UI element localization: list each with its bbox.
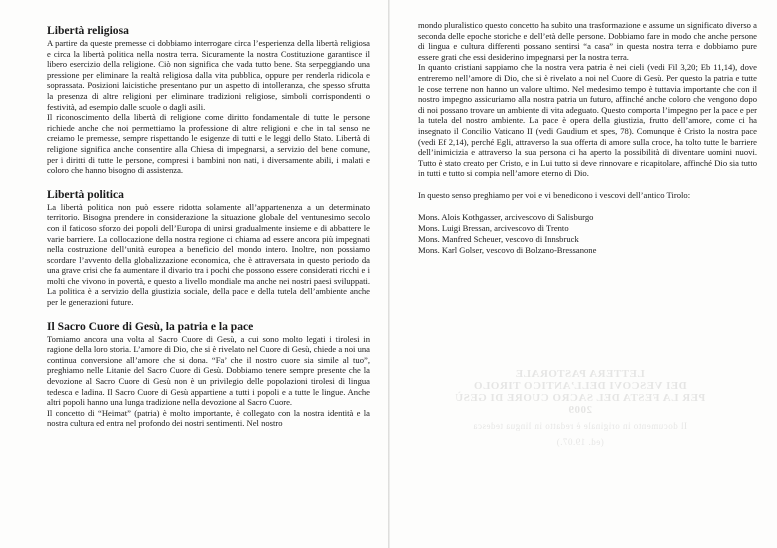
- paragraph: A partire da queste premesse ci dobbiamo interrogare circa l’esperienza della libertà religiosa e circa la libertà politica nella nostra terra. Sicuramente la nostra Costituzione garantisce il libero esercizio della religione. Ciò non significa che vada tutto bene. Sta serpeggiando una pressione per eliminare la realtà religiosa dalla vita pubblica, oppure per renderla ridicola e soprassata. Posizioni laicistiche presentano pur un aspetto di intolleranza, che spesso sfrutta la presenza di altre religioni per eliminare tradizioni religiose, simboli corrispondenti o festività, ad esempio dalle scuole o dagli asili.: [47, 38, 370, 112]
- section-title: Libertà religiosa: [47, 24, 129, 37]
- left-page: [0, 0, 388, 548]
- show-through-line: LETTERA PASTORALE: [515, 368, 645, 380]
- bishops-list: [418, 212, 757, 256]
- bishop-signature: Mons. Manfred Scheuer, vescovo di Innsbruck: [418, 233, 579, 244]
- paragraph: In quanto cristiani sappiamo che la nostra vera patria è nei cieli (vedi Fil 3,20; Eb 11,14), dove entreremo nell’amore di Dio, che si è rivelato a noi nel Cuore di Gesù. Per questo la patria e tutte le cose terrene non hanno un valore ultimo. Nel medesimo tempo è tuttavia importante che con il nostro impegno assicuriamo alla nostra patria un futuro, affinché anche coloro che vengono dopo di noi possano trovare un ambiente di vita adeguato. Questo comporta l’impegno per la pace e per la tutela del nostro ambiente. La pace è opera della giustizia, frutto dell’amore, come ci ha insegnato il Concilio Vaticano II (vedi Gaudium et spes, 78). Comunque è Cristo la nostra pace (vedi Ef 2,14), perché Egli, attraverso la sua offerta di amore sulla croce, ha tolto tutte le barriere dell’inimicizia e attraverso la sua persona ci ha aperto la possibilità di diventare uomini nuovi. Tutto è stato creato per Cristo, e in Lui tutto si deve rinnovare e ricapitolare, affinché Dio sia tutto in tutti e tutto si compia nell’amore eterno di Dio.: [418, 62, 757, 179]
- show-through-text: [430, 368, 730, 448]
- paragraph: Torniamo ancora una volta al Sacro Cuore di Gesù, a cui sono molto legati i tirolesi in ragione della loro storia. L’amore di Dio, che si è rivelato nel Cuore di Gesù, chiede a noi una continua conversione all’amore che si dona. “Fa’ che il nostro cuore sia simile al tuo”, preghiamo nelle Litanie del Sacro Cuore di Gesù. Dobbiamo tenere sempre presente che la devozione al Sacro Cuore di Gesù non è un privilegio delle popolazioni tirolesi di lingua tedesca e ladina. Il Sacro Cuore di Gesù appartiene a tutti i popoli e a tutte le lingue. Anche altri popoli hanno una lunga tradizione nella devozione al Sacro Cuore.: [47, 333, 370, 408]
- right-page: [390, 0, 777, 548]
- show-through-line: (ed. 19.07.): [556, 437, 604, 447]
- paragraph: Il concetto di “Heimat” (patria) è molto importante, è collegato con la nostra identità e la nostra cultura ed entra nel profondo dei nostri sentimenti. Nel nostro: [47, 407, 370, 429]
- bishop-signature: Mons. Alois Kothgasser, arcivescovo di Salisburgo: [418, 211, 594, 222]
- bishop-signature: Mons. Karl Golser, vescovo di Bolzano-Bressanone: [418, 244, 597, 255]
- paragraph: La libertà politica non può essere ridotta solamente all’appartenenza a un determinato territorio. Bisogna prendere in considerazione la situazione globale del ventunesimo secolo con il faticoso sforzo dei popoli dell’Europa di unirsi gradualmente insieme e di abbattere le varie barriere. La collocazione della nostra regione ci chiama ad essere ancora più impegnati nella costruzione dell’unità europea a beneficio del mondo intero. Inoltre, non possiamo scordare l’avvento della globalizzazione economica, che è attraversata in questo periodo da una grave crisi che fa aumentare il divario tra i pochi che possono essere considerati ricchi e i molti che vivono in povertà, e questo a livello mondiale ma anche nei nostri paesi sviluppati. La politica è a servizio della giustizia sociale, della pace e della tutela dell’ambiente anche per le generazioni future.: [47, 201, 370, 308]
- bishop-signature: Mons. Luigi Bressan, arcivescovo di Trento: [418, 222, 569, 233]
- show-through-line: DEI VESCOVI DELL’ANTICO TIROLO: [473, 380, 687, 392]
- show-through-line: Il documento in originale è redatto in lingua tedesca: [473, 421, 687, 431]
- section-religious-freedom: [47, 24, 370, 176]
- section-title: Libertà politica: [47, 187, 124, 201]
- section-title: Il Sacro Cuore di Gesù, la patria e la pace: [47, 319, 254, 333]
- section-political-freedom: [47, 188, 370, 308]
- closing-greeting: In questo senso preghiamo per voi e vi benedicono i vescovi dell’antico Tirolo:: [418, 189, 691, 200]
- paragraph: mondo pluralistico questo concetto ha subito una trasformazione e assume un significato diverso a seconda delle epoche storiche e dell’età delle persone. Dobbiamo fare in modo che anche persone di lingua e cultura differenti possano sentirsi “a casa” in questa nostra terra e dobbiamo pure essere grati che essi desiderino impegnarsi per la nostra terra.: [418, 20, 757, 62]
- show-through-line: PER LA FESTA DEL SACRO CUORE DI GESÙ: [454, 392, 706, 404]
- show-through-line: 2009: [568, 404, 592, 416]
- section-sacred-heart: [47, 320, 370, 429]
- paragraph: Il riconoscimento della libertà di religione come diritto fondamentale di tutte le persone richiede anche che noi permettiamo la professione di altre religioni e che in tal senso ne creiamo le premesse, sempre rispettando le esigenze di tutti e le leggi dello Stato. Libertà di religione significa anche consentire alla Chiesa di impegnarsi, a servizio del bene comune, per i diritti di tutte le persone, compresi i bambini non nati, i diversamente abili, i malati e coloro che hanno bisogno di assistenza.: [47, 112, 370, 176]
